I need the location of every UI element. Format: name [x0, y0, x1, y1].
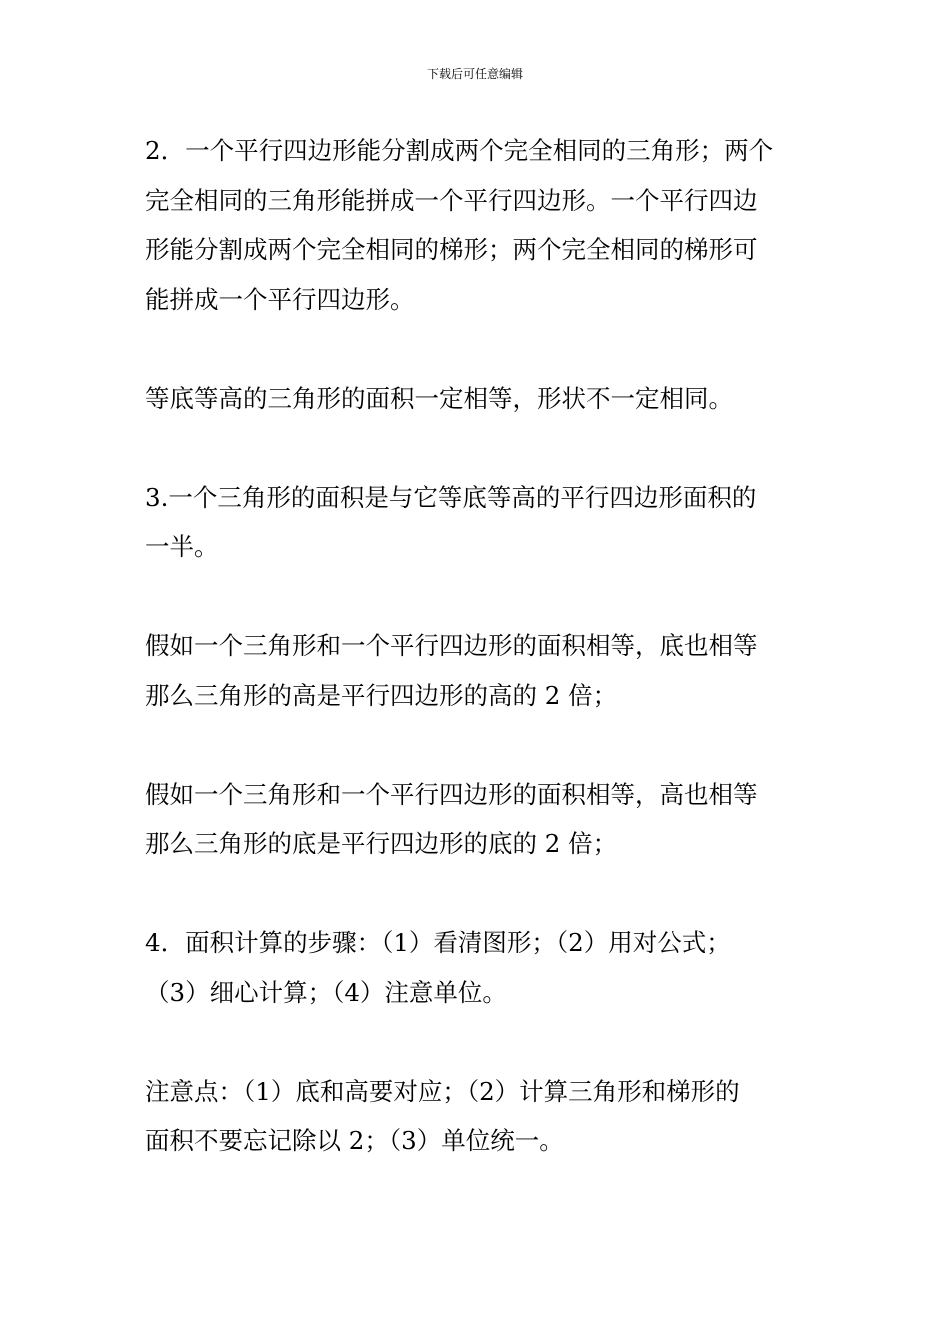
text-line: 2．一个平行四边形能分割成两个完全相同的三角形；两个 [145, 136, 774, 165]
text-line: 4．面积计算的步骤：（1）看清图形；（2）用对公式； [145, 928, 731, 957]
paragraph-notes [145, 1067, 825, 1166]
paragraph-gap [145, 572, 825, 622]
paragraph-base-double [145, 770, 825, 869]
text-line: 注意点：（1）底和高要对应；（2）计算三角形和梯形的 [145, 1076, 740, 1106]
document-body [145, 126, 825, 1166]
text-line: 那么三角形的底是平行四边形的底的 2 倍； [145, 829, 618, 858]
text-line: 那么三角形的高是平行四边形的高的 2 倍； [145, 680, 618, 710]
text-line: 假如一个三角形和一个平行四边形的面积相等，高也相等 [145, 779, 758, 809]
text-line: 等底等高的三角形的面积一定相等，形状不一定相同。 [145, 383, 733, 413]
page-header: 下载后可任意编辑 [426, 67, 523, 81]
paragraph-shapes-division [145, 126, 825, 324]
text-line: 面积不要忘记除以 2；（3）单位统一。 [145, 1126, 564, 1155]
paragraph-equal-area [145, 374, 825, 424]
text-line: （3）细心计算；（4）注意单位。 [145, 977, 507, 1007]
text-line: 假如一个三角形和一个平行四边形的面积相等，底也相等 [145, 631, 758, 660]
paragraph-gap [145, 869, 825, 919]
paragraph-gap [145, 324, 825, 374]
text-line: 形能分割成两个完全相同的梯形；两个完全相同的梯形可 [145, 235, 758, 264]
paragraph-gap [145, 720, 825, 770]
paragraph-triangle-half [145, 473, 825, 572]
paragraph-gap [145, 1017, 825, 1067]
paragraph-gap [145, 423, 825, 473]
paragraph-calculation-steps [145, 918, 825, 1017]
text-line: 3.一个三角形的面积是与它等底等高的平行四边形面积的 [145, 482, 757, 512]
text-line: 完全相同的三角形能拼成一个平行四边形。一个平行四边 [145, 185, 758, 215]
paragraph-height-double [145, 621, 825, 720]
text-line: 一半。 [145, 532, 219, 561]
text-line: 能拼成一个平行四边形。 [145, 284, 415, 314]
